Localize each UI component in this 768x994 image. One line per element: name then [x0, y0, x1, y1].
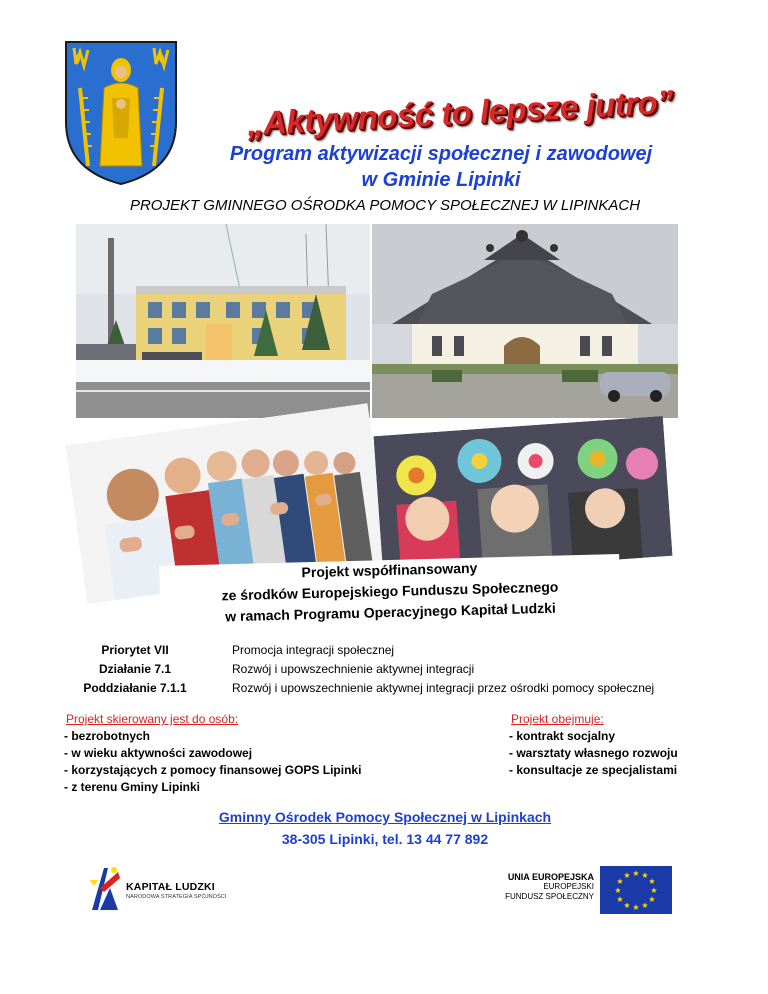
svg-text:★: ★ [632, 869, 640, 878]
svg-text:★: ★ [641, 871, 649, 880]
target-groups [64, 711, 424, 796]
project-owner-title: PROJEKT GMINNEGO OŚRODKA POMOCY SPOŁECZNEJ W LIPINKACH [129, 197, 641, 214]
program-title-line1: Program aktywizacji społecznej i zawodowej [229, 143, 653, 165]
priority-label: Priorytet VII [101, 643, 169, 657]
svg-text:★: ★ [632, 903, 640, 912]
includes-item: - kontrakt socjalny [509, 729, 616, 743]
includes-item: - konsultacje ze specjalistami [509, 763, 678, 777]
program-title-line2: w Gminie Lipinki [361, 169, 521, 191]
action-value: Rozwój i upowszechnienie aktywnej integracji [232, 662, 475, 676]
kapital-ludzki-subtitle: NARODOWA STRATEGIA SPÓJNOŚCI [126, 894, 227, 900]
eu-line3: FUNDUSZ SPOŁECZNY [505, 892, 594, 901]
subaction-value: Rozwój i upowszechnienie aktywnej integracji przez ośrodki pomocy społecznej [232, 681, 655, 695]
svg-text:★: ★ [650, 886, 658, 895]
action-label: Działanie 7.1 [98, 662, 172, 676]
subaction-label: Poddziałanie 7.1.1 [83, 681, 187, 695]
svg-text:★: ★ [616, 877, 624, 886]
includes-item: - warsztaty własnego rozwoju [509, 746, 678, 760]
eu-flag-icon [600, 866, 672, 914]
office-name: Gminny Ośrodek Pomocy Społecznej w Lipinkach [218, 809, 552, 825]
target-item: - bezrobotnych [64, 729, 150, 743]
priority-labels [60, 641, 210, 698]
children-photo [373, 416, 672, 576]
priority-values [232, 641, 732, 698]
office-contact [160, 806, 610, 850]
municipal-building-photo [76, 224, 370, 418]
includes-heading: Projekt obejmuje: [511, 712, 604, 726]
target-item: - z terenu Gminy Lipinki [64, 780, 201, 794]
eu-social-fund-logo [482, 860, 672, 918]
eu-text [505, 872, 594, 902]
kapital-ludzki-title: KAPITAŁ LUDZKI [126, 881, 215, 893]
project-includes [509, 711, 739, 779]
eu-line1: UNIA EUROPEJSKA [507, 872, 594, 882]
slogan-title: „Aktywność to lepsze jutro” [246, 82, 674, 143]
svg-text:★: ★ [648, 877, 656, 886]
svg-text:★: ★ [641, 901, 649, 910]
priority-value: Promocja integracji społecznej [232, 643, 395, 657]
target-item: - korzystających z pomocy finansowej GOPS Lipinki [64, 763, 362, 777]
svg-text:★: ★ [614, 886, 622, 895]
cofinancing-line2: ze środków Europejskiego Funduszu Społecznego [221, 578, 559, 604]
target-heading: Projekt skierowany jest do osób: [66, 712, 239, 726]
cofinancing-line3: w ramach Programu Operacyjnego Kapitał Ludzki [225, 599, 557, 625]
kapital-ludzki-logo [88, 864, 238, 914]
office-address: 38-305 Lipinki, tel. 13 44 77 892 [281, 831, 489, 847]
cofinancing-statement [159, 554, 620, 629]
church-photo [372, 224, 678, 418]
svg-text:★: ★ [623, 901, 631, 910]
eu-line2: EUROPEJSKI [543, 882, 594, 891]
cofinancing-line1: Projekt współfinansowany [301, 559, 478, 581]
coat-of-arms-logo [62, 38, 180, 186]
svg-text:★: ★ [616, 895, 624, 904]
target-item: - w wieku aktywności zawodowej [64, 746, 253, 760]
svg-text:★: ★ [623, 871, 631, 880]
svg-text:★: ★ [648, 895, 656, 904]
